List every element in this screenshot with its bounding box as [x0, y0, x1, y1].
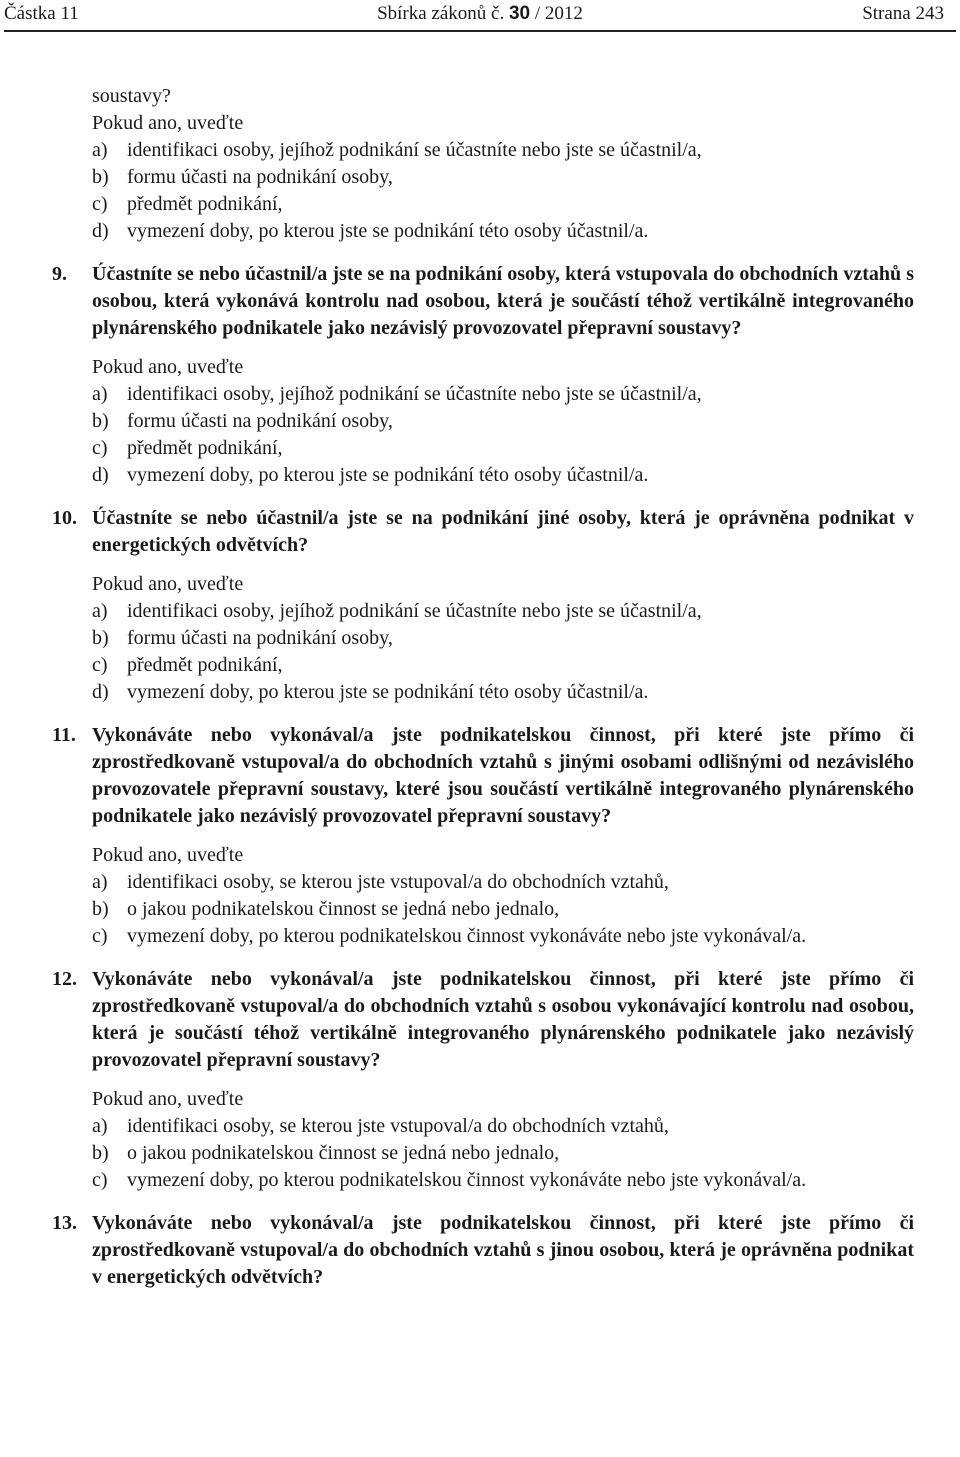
list-letter: c) — [92, 437, 108, 459]
spacer — [52, 489, 914, 505]
list-item — [52, 896, 914, 923]
list-item — [52, 598, 914, 625]
list-letter: d) — [92, 464, 109, 486]
question-13 — [52, 1210, 914, 1291]
list-letter: a) — [92, 871, 108, 893]
question-9-list — [52, 381, 914, 489]
list-text: o jakou podnikatelskou činnost se jedná nebo jednalo, — [127, 898, 560, 920]
question-text: Vykonáváte nebo vykonával/a jste podnikatelskou činnost, při které jste přímo či zprostředkovaně vstupoval/a do obchodních vztahů s jinými osobami odlišnými od nezávislého provozovatele přepravní soustavy, které jsou součástí vertikálně integrovaného plynárenského podnikatele jako nezávislý provozovatel přepravní soustavy? — [92, 724, 914, 827]
list-text: identifikaci osoby, jejíhož podnikání se účastníte nebo jste se účastnil/a, — [127, 139, 702, 161]
intro-tail: soustavy? — [92, 85, 171, 107]
list-text: identifikaci osoby, jejíhož podnikání se účastníte nebo jste se účastnil/a, — [127, 600, 702, 622]
list-text: vymezení doby, po kterou jste se podnikání této osoby účastnil/a. — [127, 681, 649, 703]
question-12 — [52, 966, 914, 1074]
list-item — [52, 462, 914, 489]
list-item — [52, 1167, 914, 1194]
header-collection-number: 30 — [508, 3, 531, 24]
question-text: Účastníte se nebo účastnil/a jste se na podnikání osoby, která vstupovala do obchodních vztahů s osobou, která vykonává kontrolu nad osobou, která je součástí téhož vertikálně integrovaného plynárenského podnikatele jako nezávislý provozovatel přepravní soustavy? — [92, 263, 914, 339]
list-letter: b) — [92, 410, 109, 432]
list-letter: b) — [92, 627, 109, 649]
spacer — [52, 1074, 914, 1086]
list-text: formu účasti na podnikání osoby, — [127, 627, 393, 649]
list-item — [52, 679, 914, 706]
spacer — [52, 1194, 914, 1210]
spacer — [52, 830, 914, 842]
question-lead: Pokud ano, uveďte — [92, 844, 244, 866]
header-page-number: Strana 243 — [862, 3, 944, 24]
question-11 — [52, 722, 914, 830]
header-part: Částka 11 — [4, 3, 79, 24]
question-text: Vykonáváte nebo vykonával/a jste podnikatelskou činnost, při které jste přímo či zprostředkovaně vstupoval/a do obchodních vztahů s osobou vykonávající kontrolu nad osobou, která je součástí téhož vertikálně integrovaného plynárenského podnikatele jako nezávislý provozovatel přepravní soustavy? — [92, 968, 914, 1071]
spacer — [52, 950, 914, 966]
list-text: vymezení doby, po kterou podnikatelskou činnost vykonáváte nebo jste vykonával/a. — [127, 925, 807, 947]
question-number: 9. — [52, 263, 67, 285]
list-item — [52, 381, 914, 408]
list-letter: d) — [92, 220, 109, 242]
spacer — [52, 706, 914, 722]
list-text: vymezení doby, po kterou jste se podnikání této osoby účastnil/a. — [127, 464, 649, 486]
spacer — [52, 342, 914, 354]
list-text: vymezení doby, po kterou podnikatelskou činnost vykonáváte nebo jste vykonával/a. — [127, 1169, 807, 1191]
list-letter: b) — [92, 898, 109, 920]
question-number: 10. — [52, 507, 77, 529]
question-12-list — [52, 1113, 914, 1194]
document-body — [52, 83, 914, 1291]
list-text: předmět podnikání, — [127, 437, 283, 459]
list-item — [52, 218, 914, 245]
question-9 — [52, 261, 914, 342]
list-item — [52, 408, 914, 435]
spacer — [52, 559, 914, 571]
list-text: identifikaci osoby, se kterou jste vstupoval/a do obchodních vztahů, — [127, 871, 669, 893]
list-item — [52, 923, 914, 950]
list-text: o jakou podnikatelskou činnost se jedná nebo jednalo, — [127, 1142, 560, 1164]
list-text: identifikaci osoby, se kterou jste vstupoval/a do obchodních vztahů, — [127, 1115, 669, 1137]
intro-lead: Pokud ano, uveďte — [92, 112, 244, 134]
question-number: 12. — [52, 968, 77, 990]
list-item — [52, 869, 914, 896]
question-lead: Pokud ano, uveďte — [92, 573, 244, 595]
list-item — [52, 164, 914, 191]
header-rule — [4, 30, 956, 32]
list-text: vymezení doby, po kterou jste se podnikání této osoby účastnil/a. — [127, 220, 649, 242]
list-item — [52, 137, 914, 164]
list-letter: a) — [92, 1115, 108, 1137]
question-11-list — [52, 869, 914, 950]
list-letter: c) — [92, 925, 108, 947]
list-item — [52, 435, 914, 462]
list-letter: b) — [92, 1142, 109, 1164]
list-letter: c) — [92, 654, 108, 676]
list-item — [52, 1113, 914, 1140]
header-collection-prefix: Sbírka zákonů č. — [377, 3, 505, 24]
intro-list — [52, 137, 914, 245]
list-text: předmět podnikání, — [127, 193, 283, 215]
question-10-list — [52, 598, 914, 706]
question-number: 11. — [52, 724, 76, 746]
list-item — [52, 191, 914, 218]
list-letter: c) — [92, 193, 108, 215]
list-letter: b) — [92, 166, 109, 188]
spacer — [52, 245, 914, 261]
list-letter: a) — [92, 383, 108, 405]
list-item — [52, 652, 914, 679]
question-lead: Pokud ano, uveďte — [92, 1088, 244, 1110]
header-collection — [4, 0, 956, 28]
list-text: identifikaci osoby, jejíhož podnikání se účastníte nebo jste se účastnil/a, — [127, 383, 702, 405]
list-text: formu účasti na podnikání osoby, — [127, 166, 393, 188]
header-collection-year: / 2012 — [534, 3, 583, 24]
list-item — [52, 1140, 914, 1167]
list-item — [52, 625, 914, 652]
question-10 — [52, 505, 914, 559]
list-letter: c) — [92, 1169, 108, 1191]
list-text: předmět podnikání, — [127, 654, 283, 676]
question-text: Účastníte se nebo účastnil/a jste se na podnikání jiné osoby, která je oprávněna podnikat v energetických odvětvích? — [92, 507, 914, 556]
question-number: 13. — [52, 1212, 77, 1234]
question-text: Vykonáváte nebo vykonával/a jste podnikatelskou činnost, při které jste přímo či zprostředkovaně vstupoval/a do obchodních vztahů s jinou osobou, která je oprávněna podnikat v energetických odvětvích? — [92, 1212, 914, 1288]
list-letter: a) — [92, 600, 108, 622]
list-text: formu účasti na podnikání osoby, — [127, 410, 393, 432]
page-header — [4, 0, 956, 28]
question-lead: Pokud ano, uveďte — [92, 356, 244, 378]
list-letter: d) — [92, 681, 109, 703]
list-letter: a) — [92, 139, 108, 161]
